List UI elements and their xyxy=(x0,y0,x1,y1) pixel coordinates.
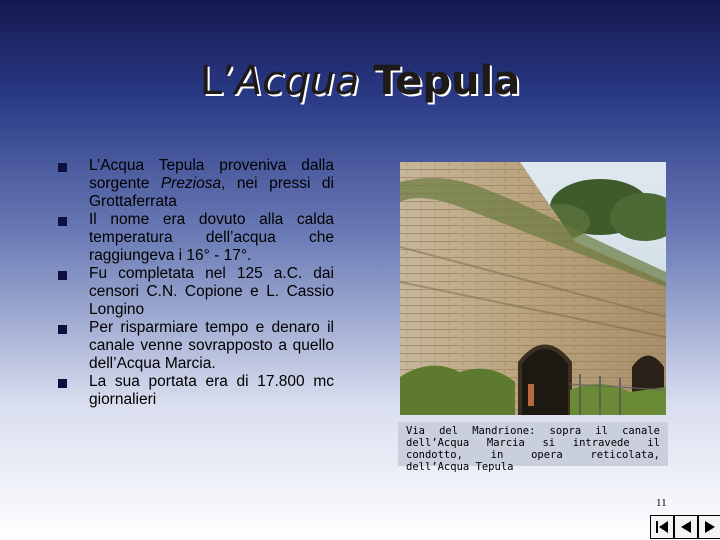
bullet-item xyxy=(58,157,334,211)
title-prefix: L’ xyxy=(199,58,235,104)
bullet-item xyxy=(58,265,334,319)
title-bold: Tepula xyxy=(359,58,521,104)
aqueduct-photo xyxy=(400,162,666,415)
next-button[interactable] xyxy=(698,515,720,539)
bullet-text: , nei pressi di Grottaferrata xyxy=(89,175,334,210)
first-page-icon xyxy=(654,519,670,535)
bullet-item xyxy=(58,373,334,409)
photo-caption: Via del Mandrione: sopra il canale dell’Acqua Marcia si intravede il condotto, in opera reticolata, dell’Acqua Tepula xyxy=(398,422,668,466)
bullet-square-icon xyxy=(58,325,67,334)
previous-button[interactable] xyxy=(674,515,698,539)
bullet-text: Per risparmiare tempo e denaro il canale venne sovrapposto a quello dell’Acqua Marcia. xyxy=(89,319,334,372)
bullet-text-italic: Preziosa xyxy=(160,175,222,192)
title-italic: Acqua xyxy=(234,58,360,104)
bullet-text: Il nome era dovuto alla calda temperatura dell’acqua che raggiungeva i 16° - 17°. xyxy=(89,211,334,264)
bullet-square-icon xyxy=(58,271,67,280)
bullet-square-icon xyxy=(58,217,67,226)
bullet-square-icon xyxy=(58,379,67,388)
page-number: 11 xyxy=(656,497,667,509)
bullet-square-icon xyxy=(58,163,67,172)
bullet-text: La sua portata era di 17.800 mc giornalieri xyxy=(89,373,334,408)
bullet-item xyxy=(58,319,334,373)
first-page-button[interactable] xyxy=(650,515,674,539)
slide-title xyxy=(0,58,720,104)
next-icon xyxy=(702,519,718,535)
bullet-text: Fu completata nel 125 a.C. dai censori C.N. Copione e L. Cassio Longino xyxy=(89,265,334,318)
previous-icon xyxy=(678,519,694,535)
bullet-item xyxy=(58,211,334,265)
navigation-bar xyxy=(650,515,720,539)
bullet-text: L’Acqua Tepula proveniva dalla sorgente xyxy=(89,157,334,192)
aqueduct-photo-drawing xyxy=(400,162,666,415)
bullet-list xyxy=(58,157,334,409)
